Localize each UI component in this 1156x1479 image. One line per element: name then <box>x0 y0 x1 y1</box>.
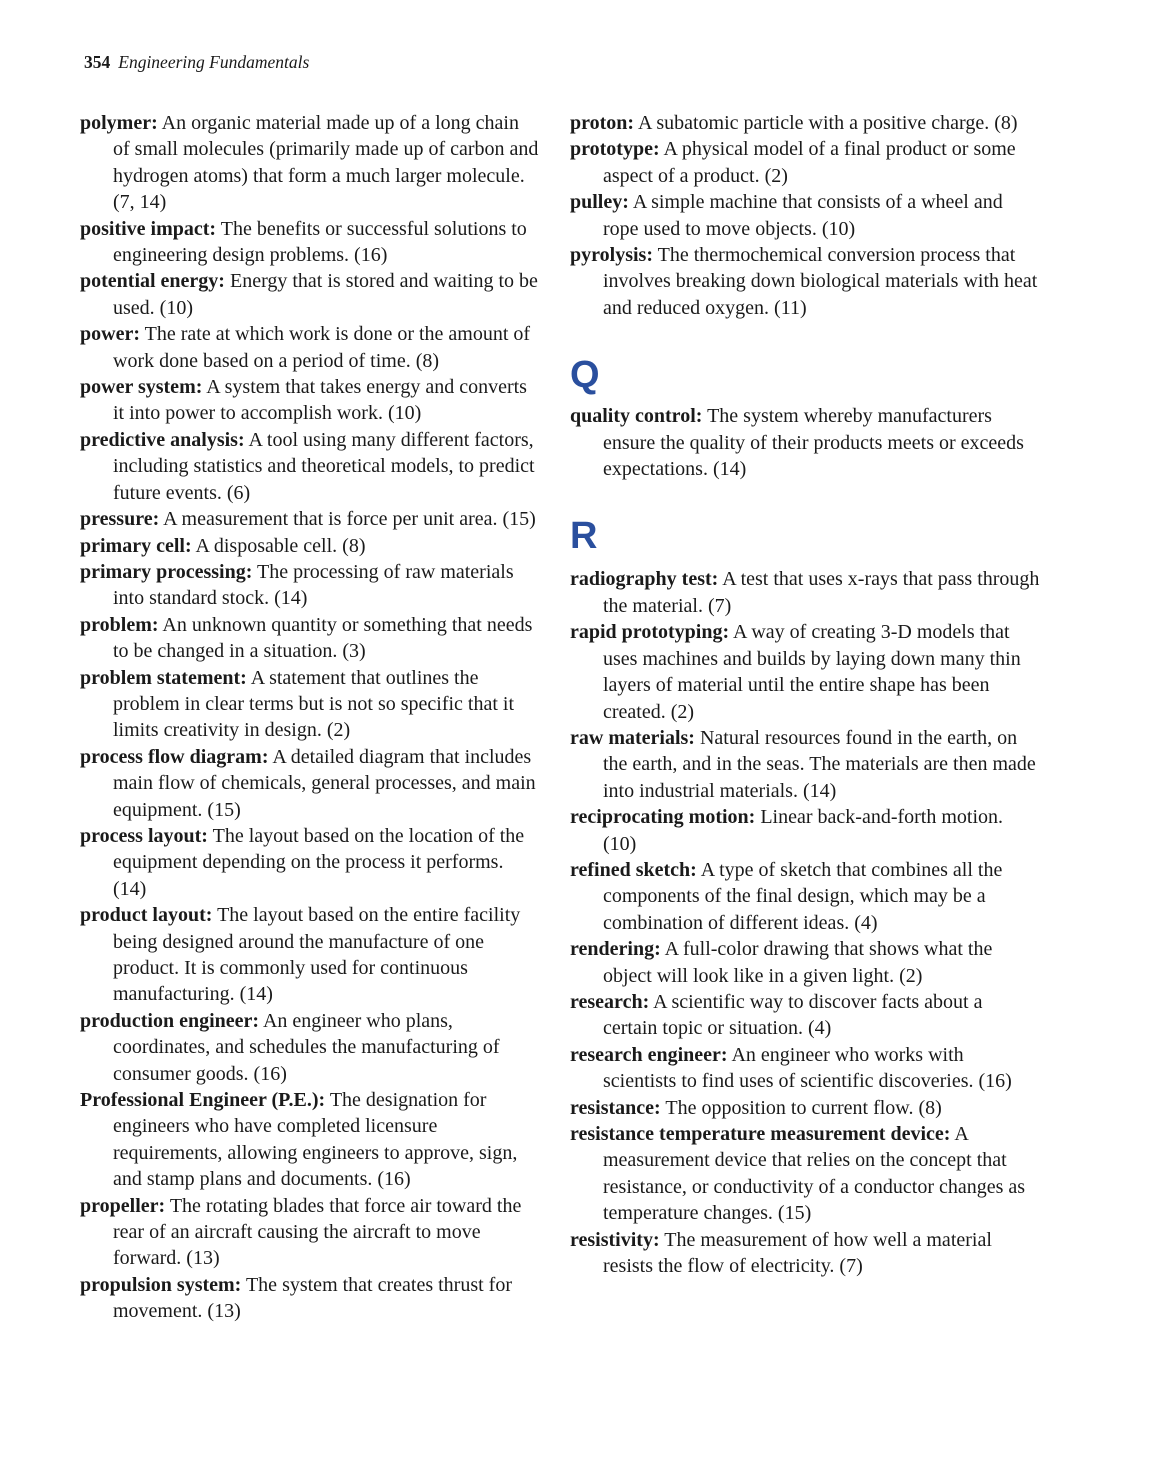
glossary-term: radiography test: <box>570 568 719 591</box>
glossary-term: resistivity: <box>570 1228 660 1251</box>
section-letter-q: Q <box>570 354 600 397</box>
glossary-entry <box>80 612 540 665</box>
glossary-definition: The layout based on the location of the equipment depending on the process it performs. (14) <box>113 824 525 900</box>
glossary-definition: An engineer who plans, coordinates, and schedules the manufacturing of consumer goods. (16) <box>113 1009 500 1085</box>
glossary-term: reciprocating motion: <box>570 806 756 829</box>
glossary-definition: Linear back-and-forth motion. (10) <box>603 806 1004 855</box>
glossary-term: product layout: <box>80 904 213 927</box>
glossary-term: proton: <box>570 112 635 134</box>
glossary-definition: A full-color drawing that shows what the object will look like in a given light. (2) <box>603 938 993 987</box>
glossary-entry <box>80 321 540 374</box>
glossary-entry <box>80 427 540 506</box>
glossary-entry <box>80 533 540 559</box>
glossary-definition: The layout based on the entire facility being designed around the manufacture of one product. It is commonly used for continuous manufacturing. (14) <box>113 904 521 1006</box>
glossary-definition: A detailed diagram that includes main flow of chemicals, general processes, and main equipment. (15) <box>113 745 536 821</box>
glossary-entry <box>570 110 1040 136</box>
glossary-term: potential energy: <box>80 270 225 293</box>
glossary-entry <box>80 902 540 1008</box>
glossary-term: rendering: <box>570 938 661 961</box>
glossary-term: power system: <box>80 376 203 399</box>
glossary-definition: A way of creating 3-D models that uses machines and builds by laying down many thin layers of material until the entire shape has been created. (2) <box>603 621 1021 723</box>
glossary-term: primary processing: <box>80 560 253 583</box>
glossary-definition: A physical model of a final product or some aspect of a product. (2) <box>603 138 1016 187</box>
glossary-definition: A simple machine that consists of a wheel and rope used to move objects. (10) <box>603 191 1003 240</box>
glossary-definition: The measurement of how well a material resists the flow of electricity. (7) <box>603 1228 992 1278</box>
glossary-term: process layout: <box>80 824 208 847</box>
glossary-definition: A type of sketch that combines all the components of the final design, which may be a combination of different ideas. (4) <box>603 858 1003 934</box>
glossary-term: raw materials: <box>570 726 695 749</box>
glossary-term: rapid prototyping: <box>570 621 730 644</box>
glossary-term: power: <box>80 323 140 346</box>
glossary-definition: Natural resources found in the earth, on the earth, and in the seas. The materials are then made into industrial materials. (14) <box>603 726 1036 802</box>
glossary-definition: A tool using many different factors, including statistics and theoretical models, to predict future events. (6) <box>113 428 535 504</box>
glossary-term: pyrolysis: <box>570 244 653 267</box>
left-column <box>80 110 540 1325</box>
glossary-entry <box>570 725 1040 804</box>
glossary-entry <box>80 374 540 427</box>
glossary-entry <box>570 1227 1040 1280</box>
glossary-definition: A subatomic particle with a positive charge. (8) <box>638 112 1018 134</box>
glossary-definition: The rate at which work is done or the amount of work done based on a period of time. (8) <box>113 323 531 372</box>
glossary-definition: An unknown quantity or something that needs to be changed in a situation. (3) <box>113 613 533 663</box>
glossary-entry <box>570 989 1040 1042</box>
glossary-definition: A statement that outlines the problem in clear terms but is not so specific that it limits creativity in design. (2) <box>113 666 515 742</box>
glossary-entry <box>80 268 540 321</box>
glossary-term: Professional Engineer (P.E.): <box>80 1089 326 1112</box>
right-column <box>570 110 1040 1279</box>
glossary-term: propeller: <box>80 1194 166 1217</box>
page-header <box>84 50 309 74</box>
glossary-term: pressure: <box>80 508 160 531</box>
glossary-entry <box>80 665 540 744</box>
glossary-definition: An engineer who works with scientists to find uses of scientific discoveries. (16) <box>603 1043 1012 1093</box>
glossary-term: predictive analysis: <box>80 428 245 451</box>
glossary-entry <box>570 566 1040 619</box>
glossary-definition: A system that takes energy and converts it into power to accomplish work. (10) <box>113 376 527 425</box>
glossary-entry <box>80 1272 540 1325</box>
glossary-term: problem: <box>80 613 159 636</box>
glossary-definition: Energy that is stored and waiting to be used. (10) <box>113 270 538 319</box>
glossary-definition: The system whereby manufacturers ensure the quality of their products meets or exceeds expectations. (14) <box>603 405 1024 481</box>
glossary-term: primary cell: <box>80 534 192 557</box>
glossary-term: production engineer: <box>80 1009 260 1032</box>
glossary-definition: The thermochemical conversion process that involves breaking down biological materials with heat and reduced oxygen. (11) <box>603 244 1038 319</box>
glossary-definition: A scientific way to discover facts about a certain topic or situation. (4) <box>603 990 983 1040</box>
glossary-entry <box>80 1008 540 1087</box>
glossary-entry <box>570 857 1040 936</box>
glossary-definition: The benefits or successful solutions to engineering design problems. (16) <box>113 217 527 267</box>
glossary-term: process flow diagram: <box>80 745 269 768</box>
glossary-entry <box>80 559 540 612</box>
page-number: 354 <box>84 52 111 72</box>
glossary-term: refined sketch: <box>570 858 697 881</box>
glossary-definition: The opposition to current flow. (8) <box>665 1096 942 1119</box>
glossary-term: positive impact: <box>80 217 217 240</box>
glossary-definition: An organic material made up of a long chain of small molecules (primarily made up of carbon and hydrogen atoms) that form a much larger molecule. (7, 14) <box>113 112 539 214</box>
glossary-term: research engineer: <box>570 1043 728 1066</box>
glossary-term: pulley: <box>570 191 629 214</box>
glossary-entry <box>80 823 540 902</box>
glossary-entry <box>570 804 1040 857</box>
glossary-entry <box>570 242 1040 321</box>
glossary-definition: The processing of raw materials into standard stock. (14) <box>113 560 514 610</box>
glossary-term: problem statement: <box>80 666 247 689</box>
glossary-term: prototype: <box>570 138 660 161</box>
glossary-term: resistance temperature measurement device: <box>570 1123 951 1145</box>
glossary-entry <box>80 1087 540 1193</box>
book-title: Engineering Fundamentals <box>118 52 310 72</box>
glossary-entry <box>570 1042 1040 1095</box>
glossary-definition: The rotating blades that force air toward the rear of an aircraft causing the aircraft to move forward. (13) <box>113 1194 522 1270</box>
glossary-entry <box>570 1095 1040 1121</box>
glossary-entry <box>570 1121 1040 1227</box>
glossary-entry <box>80 110 540 216</box>
glossary-entry <box>80 216 540 269</box>
glossary-entry <box>570 136 1040 189</box>
glossary-entry <box>80 744 540 823</box>
glossary-definition: A measurement device that relies on the concept that resistance, or conductivity of a conductor changes as temperature changes. (15) <box>603 1123 1026 1225</box>
glossary-definition: The system that creates thrust for movement. (13) <box>113 1273 512 1323</box>
glossary-term: propulsion system: <box>80 1273 242 1296</box>
glossary-entry <box>80 1193 540 1272</box>
glossary-definition: The designation for engineers who have completed licensure requirements, allowing engineers to approve, sign, and stamp plans and documents. (16) <box>113 1089 518 1191</box>
glossary-definition: A test that uses x-rays that pass through the material. (7) <box>603 568 1040 617</box>
glossary-term: resistance: <box>570 1096 661 1119</box>
glossary-term: research: <box>570 990 650 1013</box>
glossary-entry <box>570 403 1040 482</box>
section-letter-r: R <box>570 515 598 558</box>
glossary-definition: A disposable cell. (8) <box>195 534 366 557</box>
glossary-term: polymer: <box>80 112 158 134</box>
glossary-entry <box>570 619 1040 725</box>
glossary-term: quality control: <box>570 405 703 428</box>
glossary-entry <box>80 506 540 532</box>
glossary-definition: A measurement that is force per unit area. (15) <box>163 508 536 531</box>
glossary-entry <box>570 936 1040 989</box>
glossary-entry <box>570 189 1040 242</box>
